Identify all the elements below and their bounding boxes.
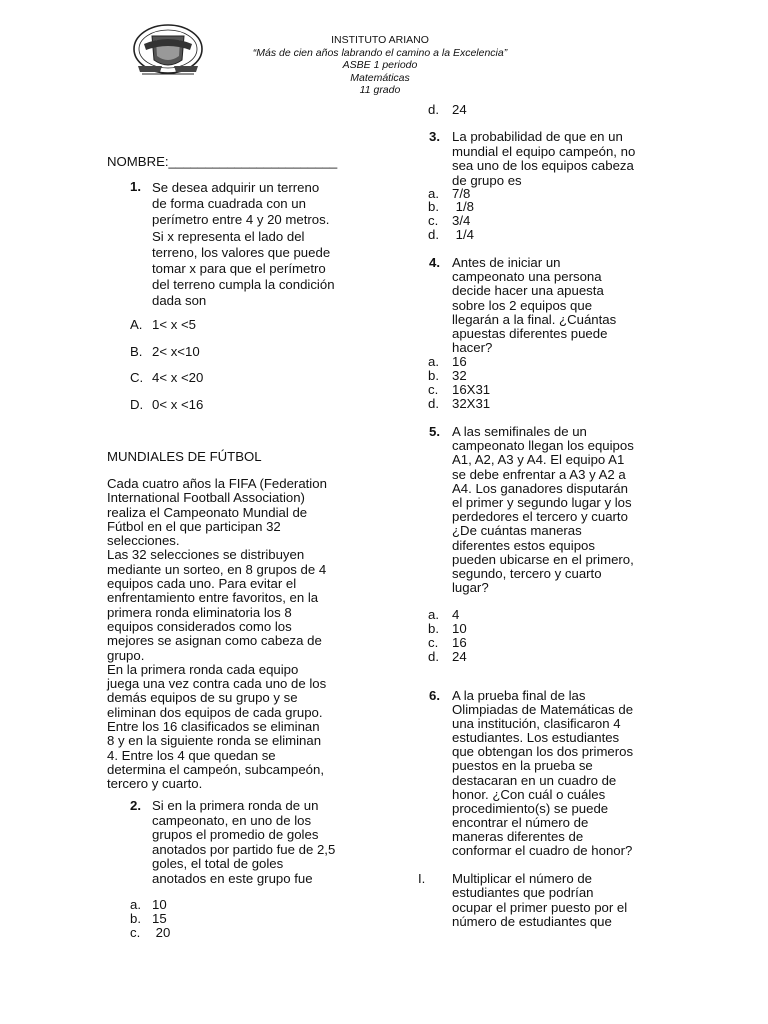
text-line: diferentes estos equipos <box>452 537 595 553</box>
option-d[interactable]: 32X31 <box>452 396 491 411</box>
text-line: grupo. <box>107 647 145 663</box>
text-line: Las 32 selecciones se distribuyen <box>107 547 305 563</box>
option-b[interactable]: 1/8 <box>452 199 474 214</box>
question-number: 6. <box>429 688 440 703</box>
option-letter: d. <box>428 396 439 411</box>
text-line: Si x representa el lado del <box>152 228 305 244</box>
text-line: A1, A2, A3 y A4. El equipo A1 <box>452 452 625 468</box>
option-letter: d. <box>428 649 439 664</box>
school-crest-logo <box>132 22 204 80</box>
institution-motto: “Más de cien años labrando el camino a la Excelencia” <box>252 46 508 59</box>
text-line: A las semifinales de un <box>452 424 587 439</box>
document-header <box>250 34 510 97</box>
text-line: encontrar el número de <box>452 814 589 830</box>
option-letter: c. <box>428 213 439 228</box>
question-number: 3. <box>429 129 440 144</box>
text-line: tomar x para que el perímetro <box>152 261 326 277</box>
text-line: se debe enfrentar a A3 y A2 a <box>452 466 626 482</box>
text-line: Se desea adquirir un terreno <box>152 180 320 195</box>
text-line: procedimiento(s) se puede <box>452 800 609 816</box>
option-letter: c. <box>428 635 439 650</box>
option-a[interactable]: 7/8 <box>452 186 471 201</box>
text-line: honor. ¿Con cuál o cuáles <box>452 786 606 802</box>
name-field-label: NOMBRE:_______________________ <box>107 154 338 169</box>
text-line: perímetro entre 4 y 20 metros. <box>152 212 330 228</box>
option-letter: b. <box>428 621 439 636</box>
text-line: de forma cuadrada con un <box>152 196 306 212</box>
option-b[interactable]: 2< x<10 <box>152 344 200 359</box>
text-line: puestos en la prueba se <box>452 758 593 774</box>
text-line: perdedores el tercero y cuarto <box>452 509 628 525</box>
text-line: pueden ubicarse en el primero, <box>452 551 634 567</box>
text-line: hacer? <box>452 340 493 356</box>
option-letter: c. <box>130 925 141 940</box>
text-line: Fútbol en el que participan 32 <box>107 518 281 534</box>
text-line: International Football Association) <box>107 490 305 506</box>
option-c[interactable]: 4< x <20 <box>152 370 204 385</box>
text-line: enfrentamiento entre favoritos, en la <box>107 590 319 606</box>
option-a[interactable]: 10 <box>152 897 167 912</box>
text-line: campeonato, en uno de los <box>152 812 312 828</box>
text-line: 4. Entre los 4 que quedan se <box>107 747 276 763</box>
text-line: A la prueba final de las <box>452 688 586 703</box>
question-text <box>152 799 335 887</box>
text-line: A4. Los ganadores disputarán <box>452 480 628 496</box>
option-d[interactable]: 0< x <16 <box>152 397 204 412</box>
option-letter: B. <box>130 344 143 359</box>
text-line: La probabilidad de que en un <box>452 129 623 144</box>
question-number: 2. <box>130 798 141 813</box>
exam-period: ASBE 1 periodo <box>342 59 418 71</box>
question-number: 4. <box>429 255 440 270</box>
text-line: estudiantes. Los estudiantes <box>452 730 620 746</box>
text-line: una institución, clasificaron 4 <box>452 716 621 732</box>
procedure-text <box>452 872 627 929</box>
text-line: sobre los 2 equipos que <box>452 297 593 313</box>
option-b[interactable]: 10 <box>452 621 467 636</box>
text-line: eliminan dos equipos de cada grupo. <box>107 704 323 720</box>
option-letter: a. <box>428 354 439 369</box>
option-letter: a. <box>130 897 141 912</box>
text-line: conformar el cuadro de honor? <box>452 843 633 859</box>
option-a[interactable]: 16 <box>452 354 467 369</box>
text-line: equipos considerados como los <box>107 618 292 634</box>
text-line: estudiantes que podrían <box>452 885 594 901</box>
subject-name: Matemáticas <box>350 71 410 84</box>
text-line: lugar? <box>452 580 489 596</box>
text-line: Olimpiadas de Matemáticas de <box>452 702 634 718</box>
text-line: realiza el Campeonato Mundial de <box>107 504 308 520</box>
question-text <box>452 256 616 355</box>
option-a[interactable]: 1< x <5 <box>152 317 196 332</box>
text-line: Cada cuatro años la FIFA (Federation <box>107 476 327 491</box>
option-letter: d. <box>428 102 439 117</box>
text-line: selecciones. <box>107 533 180 549</box>
text-line: dada son <box>152 293 207 309</box>
question-number: 1. <box>130 179 141 194</box>
text-line: juega una vez contra cada uno de los <box>107 676 327 692</box>
text-line: terreno, los valores que puede <box>152 244 331 260</box>
option-c[interactable]: 20 <box>152 925 171 940</box>
text-line: mediante un sorteo, en 8 grupos de 4 <box>107 561 327 577</box>
text-line: campeonato una persona <box>452 269 602 285</box>
roman-numeral: I. <box>418 871 426 886</box>
option-c[interactable]: 16 <box>452 635 467 650</box>
question-text <box>152 180 335 310</box>
option-d[interactable]: 24 <box>452 102 467 117</box>
text-line: Entre los 16 clasificados se eliminan <box>107 719 320 735</box>
text-line: mejores se asignan como cabeza de <box>107 633 322 649</box>
option-letter: C. <box>130 370 144 385</box>
text-line: sea uno de los equipos cabeza <box>452 158 634 173</box>
option-letter: c. <box>428 382 439 397</box>
option-letter: a. <box>428 607 439 622</box>
text-line: ocupar el primer puesto por el <box>452 899 628 915</box>
option-letter: d. <box>428 227 439 242</box>
text-line: llegarán a la final. ¿Cuántas <box>452 311 617 327</box>
text-line: grupos el promedio de goles <box>152 827 319 843</box>
text-line: que obtengan los dos primeros <box>452 744 634 760</box>
text-line: Si en la primera ronda de un <box>152 798 319 813</box>
question-text <box>452 425 634 595</box>
text-line: equipos cada uno. Para evitar el <box>107 576 297 592</box>
text-line: de grupo es <box>452 172 522 188</box>
text-line: goles, el total de goles <box>152 856 284 872</box>
text-line: campeonato llegan los equipos <box>452 438 634 454</box>
text-line: segundo, tercero y cuarto <box>452 566 602 582</box>
institution-name: INSTITUTO ARIANO <box>331 34 429 46</box>
text-line: determina el campeón, subcampeón, <box>107 761 324 777</box>
text-line: ¿De cuántas maneras <box>452 523 582 539</box>
question-text <box>452 689 633 858</box>
text-line: del terreno cumpla la condición <box>152 277 335 293</box>
option-letter: b. <box>428 199 439 214</box>
option-letter: b. <box>130 911 141 926</box>
section-title: MUNDIALES DE FÚTBOL <box>107 449 262 464</box>
text-line: decide hacer una apuesta <box>452 283 604 299</box>
text-line: Antes de iniciar un <box>452 255 561 270</box>
text-line: tercero y cuarto. <box>107 776 203 792</box>
option-d[interactable]: 24 <box>452 649 467 664</box>
option-b[interactable]: 15 <box>152 911 167 926</box>
text-line: anotados por partido fue de 2,5 <box>152 841 336 857</box>
option-letter: A. <box>130 317 143 332</box>
question-text <box>452 130 635 188</box>
text-line: En la primera ronda cada equipo <box>107 661 299 677</box>
text-line: destacaran en un cuadro de <box>452 772 617 788</box>
text-line: número de estudiantes que <box>452 913 612 929</box>
option-c[interactable]: 3/4 <box>452 213 471 228</box>
text-line: Multiplicar el número de <box>452 871 592 886</box>
reading-passage <box>107 477 327 792</box>
text-line: anotados en este grupo fue <box>152 870 313 886</box>
text-line: primera ronda eliminatoria los 8 <box>107 604 292 620</box>
text-line: demás equipos de su grupo y se <box>107 690 298 706</box>
option-b[interactable]: 32 <box>452 368 467 383</box>
text-line: mundial el equipo campeón, no <box>452 143 636 159</box>
option-c[interactable]: 16X31 <box>452 382 491 397</box>
text-line: maneras diferentes de <box>452 828 584 844</box>
text-line: apuestas diferentes puede <box>452 326 608 342</box>
question-number: 5. <box>429 424 440 439</box>
option-d[interactable]: 1/4 <box>452 227 474 242</box>
option-letter: D. <box>130 397 144 412</box>
option-letter: b. <box>428 368 439 383</box>
text-line: el primer y segundo lugar y los <box>452 495 632 511</box>
option-a[interactable]: 4 <box>452 607 460 622</box>
option-letter: a. <box>428 186 439 201</box>
text-line: 8 y en la siguiente ronda se eliminan <box>107 733 322 749</box>
grade-level: 11 grado <box>359 84 401 96</box>
